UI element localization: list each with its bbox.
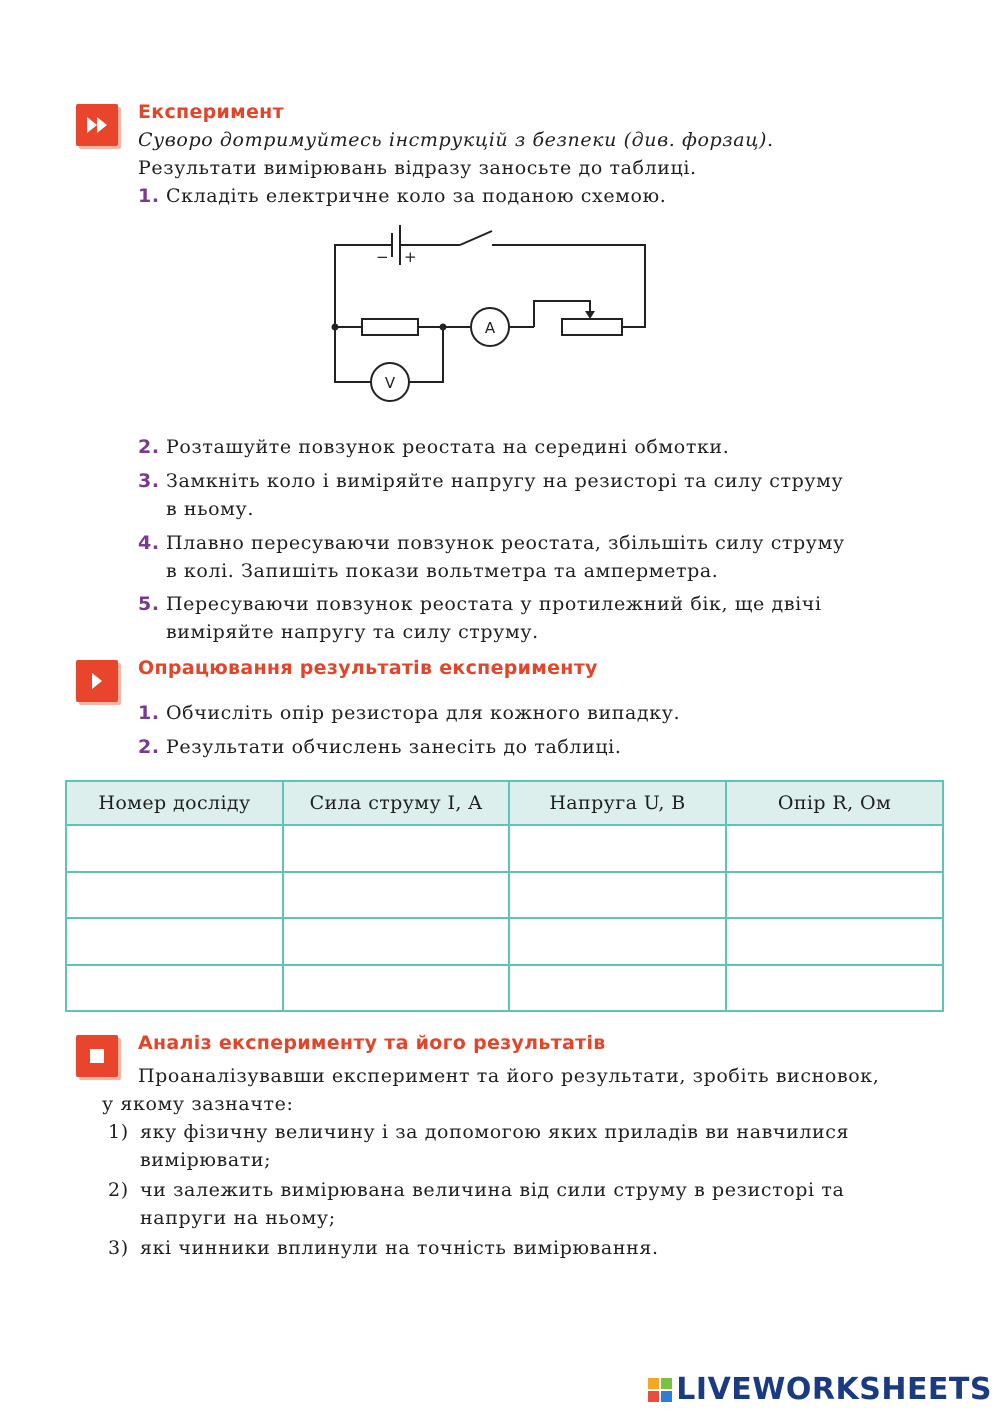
step-text: Складіть електричне коло за поданою схемою. [166,185,667,207]
voltmeter-label: V [384,374,396,392]
analysis-point-2 [108,1176,844,1204]
results-table [65,780,944,1012]
ammeter-label: A [484,319,496,337]
battery-plus-label: + [404,248,417,266]
experiment-step-3-cont: в ньому. [166,498,254,520]
liveworksheets-logo [648,1372,992,1407]
experiment-step-4-cont: в колі. Запишіть покази вольтметра та амперметра. [166,560,719,582]
circuit-diagram [320,215,660,410]
step-number: 2. [138,436,160,458]
experiment-step-5-cont: виміряйте напругу та силу струму. [166,621,539,643]
record-instruction: Результати вимірювань відразу заносьте до таблиці. [138,157,697,179]
analysis-point-1 [108,1118,849,1146]
table-cell[interactable] [726,965,943,1012]
step-text: Обчисліть опір резистора для кожного випадку. [166,702,681,724]
table-cell[interactable] [509,918,726,965]
step-text: Плавно пересуваючи повзунок реостата, збільшіть силу струму [166,532,845,554]
play-icon [76,660,118,702]
processing-step-1 [138,699,680,727]
junction-node [332,324,339,331]
analysis-intro: Проаналізувавши експеримент та його результати, зробіть висновок, [138,1065,880,1087]
logo-squares-icon [648,1378,672,1402]
column-header: Сила струму I, A [283,781,509,825]
step-number: 5. [138,593,160,615]
table-cell[interactable] [726,918,943,965]
table-row [66,872,943,919]
processing-step-2 [138,733,621,761]
point-text: яку фізичну величину і за допомогою яких приладів ви навчилися [140,1121,850,1143]
experiment-step-5 [138,590,822,618]
step-number: 2. [138,736,160,758]
table-cell[interactable] [726,825,943,872]
table-cell[interactable] [283,918,509,965]
table-cell[interactable] [726,872,943,919]
step-text: Розташуйте повзунок реостата на середині обмотки. [166,436,730,458]
junction-node [440,324,447,331]
table-cell[interactable] [66,825,283,872]
analysis-intro-cont: у якому зазначте: [102,1093,294,1115]
step-number: 1. [138,702,160,724]
step-number: 1. [138,185,160,207]
column-header: Опір R, Ом [726,781,943,825]
point-number: 3) [108,1237,129,1259]
safety-instruction: Суворо дотримуйтесь інструкцій з безпеки (див. форзац). [138,129,774,151]
processing-title: Опрацювання результатів експерименту [138,657,598,679]
table-cell[interactable] [283,825,509,872]
experiment-step-2 [138,433,729,461]
table-cell[interactable] [66,918,283,965]
table-row [66,825,943,872]
column-header: Номер досліду [66,781,283,825]
analysis-title: Аналіз експерименту та його результатів [138,1032,606,1054]
battery-icon [392,225,400,265]
table-cell[interactable] [509,825,726,872]
step-text: Результати обчислень занесіть до таблиці. [166,736,622,758]
experiment-step-4 [138,529,845,557]
step-number: 4. [138,532,160,554]
step-text: Пересуваючи повзунок реостата у протилежний бік, ще двічі [166,593,822,615]
logo-text: LIVEWORKSHEETS [676,1372,992,1407]
analysis-point-2-cont: напруги на ньому; [140,1207,336,1229]
table-cell[interactable] [509,872,726,919]
experiment-step-1 [138,182,666,210]
table-cell[interactable] [66,872,283,919]
step-text: Замкніть коло і виміряйте напругу на резисторі та силу струму [166,470,844,492]
table-row [66,918,943,965]
point-number: 1) [108,1121,129,1143]
fast-forward-icon [76,104,118,146]
table-header-row [66,781,943,825]
table-cell[interactable] [283,965,509,1012]
analysis-point-3 [108,1234,659,1262]
experiment-title: Експеримент [138,101,284,123]
table-row [66,965,943,1012]
battery-minus-label: − [376,248,389,266]
column-header: Напруга U, B [509,781,726,825]
table-cell[interactable] [66,965,283,1012]
point-text: які чинники вплинули на точність вимірювання. [140,1237,659,1259]
table-cell[interactable] [283,872,509,919]
step-number: 3. [138,470,160,492]
point-number: 2) [108,1179,129,1201]
experiment-step-3 [138,467,843,495]
analysis-point-1-cont: вимірювати; [140,1149,272,1171]
table-cell[interactable] [509,965,726,1012]
stop-square-icon [76,1035,118,1077]
point-text: чи залежить вимірювана величина від сили струму в резисторі та [140,1179,845,1201]
rheostat-slider-icon [585,311,595,319]
